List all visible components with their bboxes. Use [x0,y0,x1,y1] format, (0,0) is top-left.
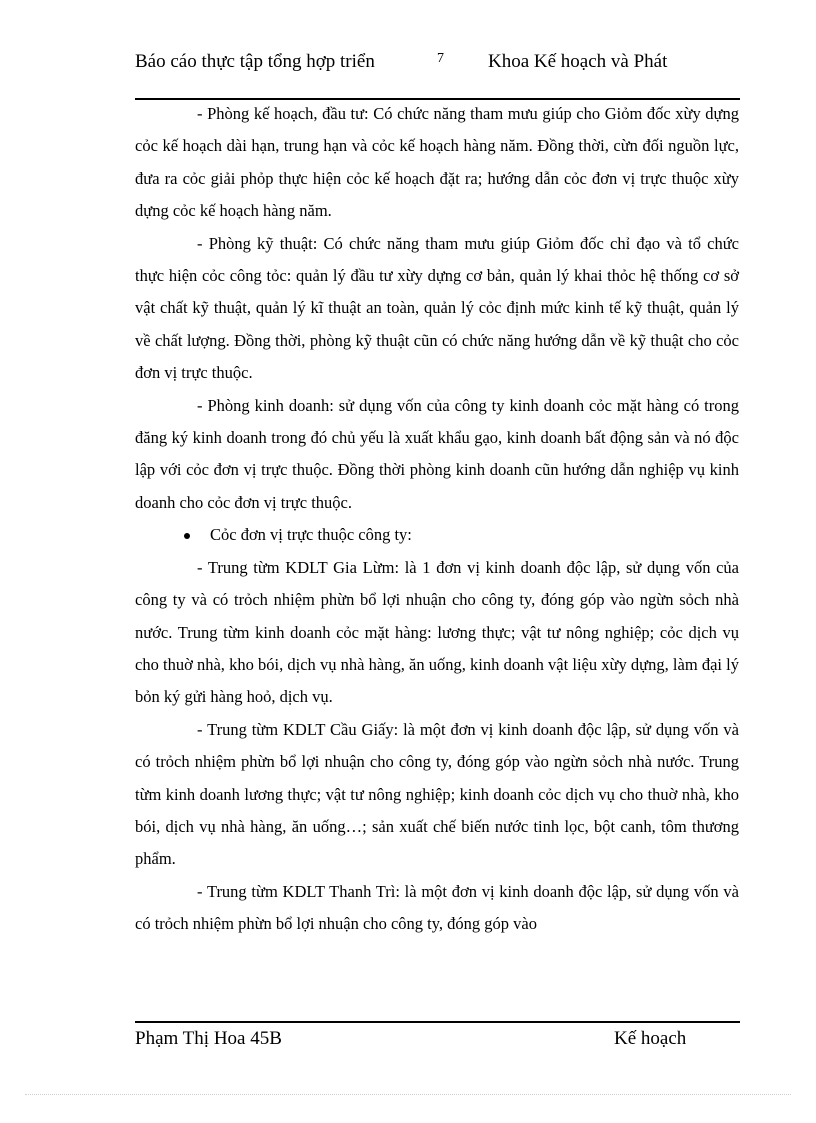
header-left-title: Báo cáo thực tập tổng hợp triển [135,51,375,72]
paragraph-business-dept: - Phòng kinh doanh: sử dụng vốn của công ty kinh doanh cỏc mặt hàng có trong đăng ký kinh doanh trong đó chủ yếu là xuất khẩu gạo, kinh doanh bất động sản và nó độc lập với cỏc đơn vị trực thuộc. Đồng thời phòng kinh doanh cũn hướng dẫn nghiệp vụ kinh doanh cho cỏc đơn vị trực thuộc. [135,395,739,512]
bullet-text: Cỏc đơn vị trực thuộc công ty: [210,525,412,545]
paragraph-planning-dept: - Phòng kế hoạch, đầu tư: Có chức năng tham mưu giúp cho Giỏm đốc xừy dựng cỏc kế hoạch dài hạn, trung hạn và cỏc kế hoạch hàng năm. Đồng thời, cừn đối nguồn lực, đưa ra cỏc giải phỏp thực hiện cỏc kế hoạch đặt ra; hướng dẫn cỏc đơn vị trực thuộc xừy dựng cỏc kế hoạch hàng năm. [135,104,739,221]
page-edge-divider [25,1094,791,1095]
bullet-item [135,519,739,551]
page-number: 7 [437,51,444,66]
footer-department: Kế hoạch [614,1028,687,1049]
paragraph-technical-dept: - Phòng kỹ thuật: Có chức năng tham mưu giúp Giỏm đốc chỉ đạo và tổ chức thực hiện cỏc công tỏc: quản lý đầu tư xừy dựng cơ bản, quản lý khai thỏc hệ thống cơ sở vật chất kỹ thuật, quản lý kĩ thuật an toàn, quản lý cỏc định mức kinh tế kỹ thuật, quản lý về chất lượng. Đồng thời, phòng kỹ thuật cũn có chức năng hướng dẫn về kỹ thuật cho cỏc đơn vị trực thuộc. [135,233,739,383]
footer-author: Phạm Thị Hoa 45B [135,1028,282,1049]
paragraph-thanh-tri-center: - Trung từm KDLT Thanh Trì: là một đơn vị kinh doanh độc lập, sử dụng vốn và có trỏch nhiệm phừn bổ lợi nhuận cho công ty, đóng góp vào [135,881,739,934]
paragraph-gia-lam-center: - Trung từm KDLT Gia Lừm: là 1 đơn vị kinh doanh độc lập, sử dụng vốn của công ty và có trỏch nhiệm phừn bổ lợi nhuận cho công ty, đóng góp vào ngừn sỏch nhà nước. Trung từm kinh doanh cỏc mặt hàng: lương thực; vật tư nông nghiệp; cỏc dịch vụ cho thuờ nhà, kho bói, dịch vụ nhà hàng, ăn uống, kinh doanh vật liệu xừy dựng, làm đại lý bỏn ký gửi hàng hoỏ, dịch vụ. [135,557,739,707]
paragraph-cau-giay-center: - Trung từm KDLT Cầu Giấy: là một đơn vị kinh doanh độc lập, sử dụng vốn và có trỏch nhiệm phừn bổ lợi nhuận cho công ty, đóng góp vào ngừn sỏch nhà nước. Trung từm kinh doanh lương thực; vật tư nông nghiệp; kinh doanh cỏc dịch vụ cho thuờ nhà, kho bói, dịch vụ nhà hàng, ăn uống…; sản xuất chế biến nước tinh lọc, bột canh, tôm thương phẩm. [135,719,739,869]
footer-rule [135,1021,740,1023]
document-body [135,98,739,941]
header-right-title: Khoa Kế hoạch và Phát [488,51,668,72]
